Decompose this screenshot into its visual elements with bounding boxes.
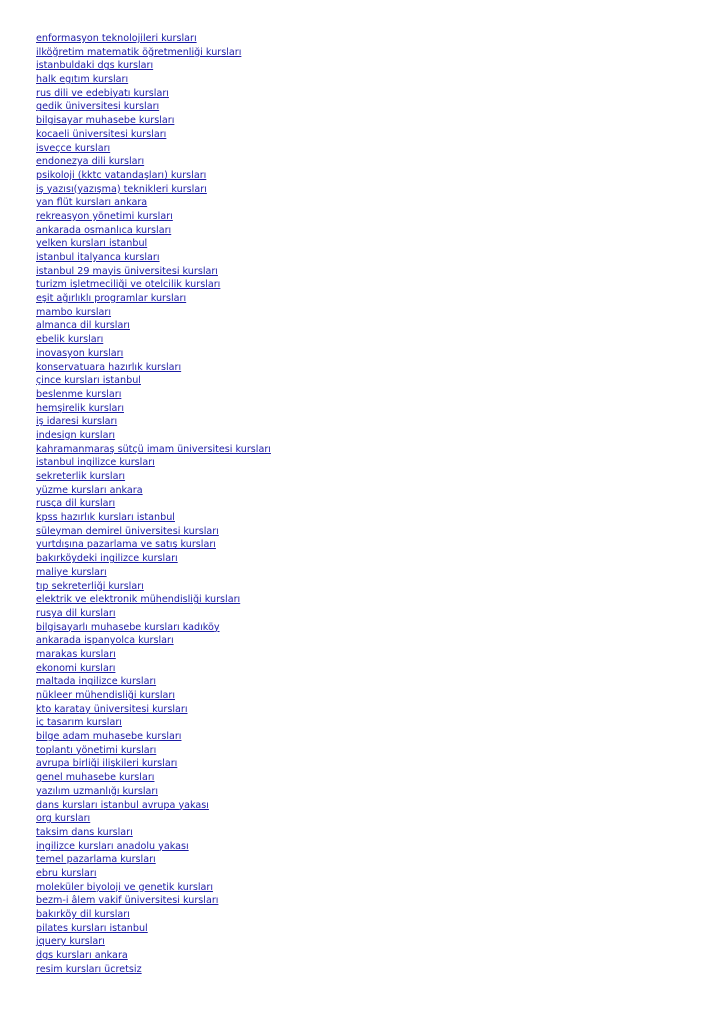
list-item (36, 456, 696, 470)
list-item (36, 881, 696, 895)
list-item (36, 730, 696, 744)
course-link[interactable]: turizm işletmeciliği ve otelcilik kursları (36, 279, 221, 291)
course-link[interactable]: taksim dans kursları (36, 826, 133, 838)
list-item (36, 662, 696, 676)
list-item (36, 716, 696, 730)
course-link[interactable]: çince kursları istanbul (36, 375, 141, 387)
course-link[interactable]: yazılım uzmanlığı kursları (36, 785, 158, 797)
course-link[interactable]: iç tasarım kursları (36, 717, 122, 729)
list-item (36, 265, 696, 279)
course-link[interactable]: yan flüt kursları ankara (36, 197, 148, 209)
course-link[interactable]: bakırköydeki ingilizce kursları (36, 553, 178, 565)
list-item (36, 785, 696, 799)
course-link[interactable]: ebelik kursları (36, 334, 104, 346)
list-item (36, 894, 696, 908)
list-item (36, 251, 696, 265)
list-item (36, 278, 696, 292)
list-item (36, 949, 696, 963)
list-item (36, 142, 696, 156)
list-item (36, 922, 696, 936)
list-item (36, 333, 696, 347)
course-link[interactable]: resim kursları ücretsiz (36, 963, 142, 975)
course-link[interactable]: yüzme kursları ankara (36, 484, 143, 496)
document-page (36, 32, 696, 976)
course-link[interactable]: rusça dil kursları (36, 498, 116, 510)
list-item (36, 183, 696, 197)
list-item (36, 744, 696, 758)
list-item (36, 87, 696, 101)
course-link[interactable]: iş idaresi kursları (36, 416, 118, 428)
list-item (36, 853, 696, 867)
course-link[interactable]: temel pazarlama kursları (36, 854, 156, 866)
course-link[interactable]: psikoloji (kktc vatandaşları) kursları (36, 169, 207, 181)
course-link[interactable]: rekreasyon yönetimi kursları (36, 210, 173, 222)
course-link[interactable]: istanbul italyanca kursları (36, 252, 160, 263)
course-link[interactable]: iş yazısı(yazışma) teknikleri kursları (36, 183, 207, 195)
list-item (36, 525, 696, 539)
course-link[interactable]: konservatuara hazırlık kursları (36, 361, 182, 373)
list-item (36, 128, 696, 142)
course-link[interactable]: rus dili ve edebiyatı kursları (36, 87, 169, 99)
course-link[interactable]: dgs kursları ankara (36, 950, 128, 962)
course-link[interactable]: toplantı yönetimi kursları (36, 744, 157, 756)
course-link[interactable]: bilgisayarlı muhasebe kursları kadıköy (36, 621, 220, 633)
course-link[interactable]: ankarada osmanlıca kursları (36, 224, 172, 236)
list-item (36, 511, 696, 525)
course-link[interactable]: rusya dil kursları (36, 607, 116, 619)
course-link[interactable]: ebru kursları (36, 867, 97, 879)
list-item (36, 812, 696, 826)
course-link[interactable]: maliye kursları (36, 566, 107, 578)
course-link[interactable]: avrupa birliği ilişkileri kursları (36, 758, 178, 770)
list-item (36, 292, 696, 306)
list-item (36, 73, 696, 87)
list-item (36, 497, 696, 511)
course-link[interactable]: kahramanmaraş sütçü imam üniversitesi kursları (36, 443, 271, 455)
course-link[interactable]: pilates kursları istanbul (36, 922, 148, 934)
course-link[interactable]: kocaeli üniversitesi kursları (36, 128, 167, 140)
course-link[interactable]: kpss hazırlık kursları istanbul (36, 512, 175, 524)
list-item (36, 963, 696, 977)
course-link[interactable]: bilgisayar muhasebe kursları (36, 115, 175, 127)
list-item (36, 689, 696, 703)
course-link[interactable]: eşit ağırlıklı programlar kursları (36, 293, 187, 305)
list-item (36, 771, 696, 785)
course-link[interactable]: genel muhasebe kursları (36, 772, 155, 784)
list-item (36, 237, 696, 251)
course-link[interactable]: mambo kursları (36, 306, 112, 318)
list-item (36, 196, 696, 210)
list-item (36, 169, 696, 183)
list-item (36, 840, 696, 854)
course-link[interactable]: hemşirelik kursları (36, 402, 125, 414)
course-link[interactable]: jquery kursları (36, 936, 105, 948)
list-item (36, 374, 696, 388)
course-link[interactable]: indesign kursları (36, 429, 116, 441)
course-link[interactable]: istanbul ingilizce kursları (36, 457, 155, 469)
course-link[interactable]: ankarada ispanyolca kursları (36, 635, 174, 647)
list-item (36, 32, 696, 46)
list-item (36, 648, 696, 662)
link-list (36, 32, 696, 976)
list-item (36, 634, 696, 648)
list-item (36, 580, 696, 594)
list-item (36, 470, 696, 484)
course-link[interactable]: bezm-i âlem vakif üniversitesi kursları (36, 895, 219, 907)
list-item (36, 388, 696, 402)
list-item (36, 935, 696, 949)
list-item (36, 484, 696, 498)
list-item (36, 319, 696, 333)
list-item (36, 607, 696, 621)
list-item (36, 224, 696, 238)
list-item (36, 46, 696, 60)
course-link[interactable]: sekreterlik kursları (36, 471, 126, 482)
list-item (36, 306, 696, 320)
list-item (36, 100, 696, 114)
list-item (36, 538, 696, 552)
list-item (36, 552, 696, 566)
course-link[interactable]: maltada ingilizce kursları (36, 676, 157, 688)
list-item (36, 155, 696, 169)
course-link[interactable]: beslenme kursları (36, 388, 122, 400)
list-item (36, 361, 696, 375)
list-item (36, 593, 696, 607)
course-link[interactable]: elektrik ve elektronik mühendisliği kursları (36, 594, 241, 606)
course-link[interactable]: dans kursları istanbul avrupa yakası (36, 799, 209, 811)
list-item (36, 443, 696, 457)
list-item (36, 402, 696, 416)
course-link[interactable]: ingilizce kursları anadolu yakası (36, 840, 189, 852)
course-link[interactable]: istanbul 29 mayis üniversitesi kursları (36, 265, 218, 277)
course-link[interactable]: bilge adam muhasebe kursları (36, 731, 182, 743)
list-item (36, 347, 696, 361)
course-link[interactable]: bakırköy dil kursları (36, 909, 130, 920)
course-link[interactable]: org kursları (36, 813, 91, 825)
list-item (36, 867, 696, 881)
course-link[interactable]: endonezya dili kursları (36, 156, 145, 168)
course-link[interactable]: halk egıtım kursları (36, 74, 129, 86)
course-link[interactable]: yurtdışına pazarlama ve satış kursları (36, 539, 216, 551)
course-link[interactable]: ilköğretim matematik öğretmenliği kursları (36, 46, 242, 58)
list-item (36, 210, 696, 224)
list-item (36, 908, 696, 922)
course-link[interactable]: marakas kursları (36, 648, 116, 660)
list-item (36, 59, 696, 73)
list-item (36, 799, 696, 813)
course-link[interactable]: kto karatay üniversitesi kursları (36, 703, 188, 715)
list-item (36, 703, 696, 717)
course-link[interactable]: enformasyon teknolojileri kursları (36, 33, 197, 44)
list-item (36, 757, 696, 771)
list-item (36, 114, 696, 128)
course-link[interactable]: süleyman demirel üniversitesi kursları (36, 525, 219, 537)
course-link[interactable]: gedik üniversitesi kursları (36, 101, 160, 113)
course-link[interactable]: inovasyon kursları (36, 347, 124, 359)
course-link[interactable]: almanca dil kursları (36, 320, 130, 332)
course-link[interactable]: moleküler biyoloji ve genetik kursları (36, 881, 213, 893)
course-link[interactable]: istanbuldaki dgs kursları (36, 60, 154, 72)
list-item (36, 566, 696, 580)
list-item (36, 415, 696, 429)
list-item (36, 621, 696, 635)
list-item (36, 826, 696, 840)
list-item (36, 675, 696, 689)
course-link[interactable]: yelken kursları istanbul (36, 238, 148, 250)
course-link[interactable]: isveçce kursları (36, 142, 111, 154)
course-link[interactable]: tıp sekreterliği kursları (36, 580, 144, 592)
course-link[interactable]: nükleer mühendisliği kursları (36, 690, 175, 701)
list-item (36, 429, 696, 443)
course-link[interactable]: ekonomi kursları (36, 662, 116, 674)
